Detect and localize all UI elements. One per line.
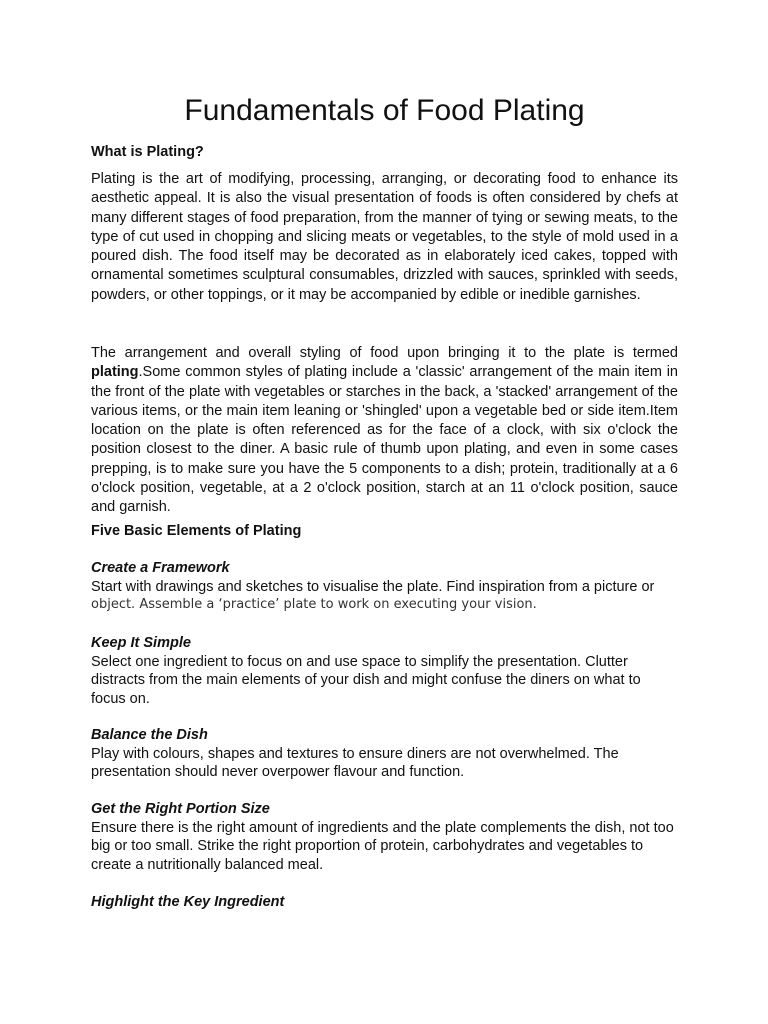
element-create-framework [91, 559, 678, 615]
paragraph-plating-styles-start: The arrangement and overall styling of food upon bringing it to the plate is termed [91, 345, 678, 361]
section-heading-what-is-plating: What is Plating? [91, 144, 204, 160]
element-body: Play with colours, shapes and textures to ensure diners are not overwhelmed. The presentation should never overpower flavour and function. [91, 745, 619, 780]
paragraph-plating-definition: Plating is the art of modifying, processing, arranging, or decorating food to enhance its aesthetic appeal. It is also the visual presentation of foods is often considered by chefs at many different stages of food preparation, from the manner of tying or sewing meats, to the type of cut used in chopping and slicing meats or vegetables, to the style of mold used in a poured dish. The food itself may be decorated as in elaborately iced cakes, topped with ornamental sometimes sculptural consumables, drizzled with sauces, sprinkled with seeds, powders, or other toppings, or it may be accompanied by edible or inedible garnishes. [91, 171, 678, 303]
element-balance-dish [91, 726, 678, 782]
paragraph-plating-styles [91, 344, 678, 518]
element-keep-simple [91, 634, 678, 708]
element-title: Get the Right Portion Size [91, 801, 270, 817]
document-title: Fundamentals of Food Plating [184, 94, 585, 127]
term-plating: plating [91, 364, 139, 381]
element-title: Balance the Dish [91, 727, 208, 743]
element-body-continued: object. Assemble a ‘practice’ plate to work on executing your vision. [91, 597, 537, 612]
element-portion-size [91, 800, 678, 874]
element-title: Highlight the Key Ingredient [91, 894, 285, 910]
element-body: Ensure there is the right amount of ingredients and the plate complements the dish, not too big or too small. Strike the right proportion of protein, carbohydrates and vegetables to create a nutritionally balanced meal. [91, 819, 674, 873]
element-key-ingredient [91, 893, 678, 912]
paragraph-plating-styles-end: .Some common styles of plating include a 'classic' arrangement of the main item in the front of the plate with vegetables or starches in the back, a 'stacked' arrangement of the various items, or the main item leaning or 'shingled' upon a vegetable bed or side item.Item location on the plate is often referenced as for the face of a clock, with six o'clock the position closest to the diner. A basic rule of thumb upon plating, and even in some cases prepping, is to make sure you have the 5 components to a dish; protein, traditionally at a 6 o'clock position, vegetable, at a 2 o'clock position, starch at an 11 o'clock position, sauce and garnish. [91, 364, 678, 516]
element-body: Start with drawings and sketches to visualise the plate. Find inspiration from a picture or [91, 578, 655, 595]
section-heading-five-elements: Five Basic Elements of Plating [91, 523, 302, 539]
element-title: Keep It Simple [91, 635, 191, 651]
element-title: Create a Framework [91, 560, 230, 576]
element-body: Select one ingredient to focus on and use space to simplify the presentation. Clutter distracts from the main elements of your dish and might confuse the diners on what to focus on. [91, 653, 641, 707]
